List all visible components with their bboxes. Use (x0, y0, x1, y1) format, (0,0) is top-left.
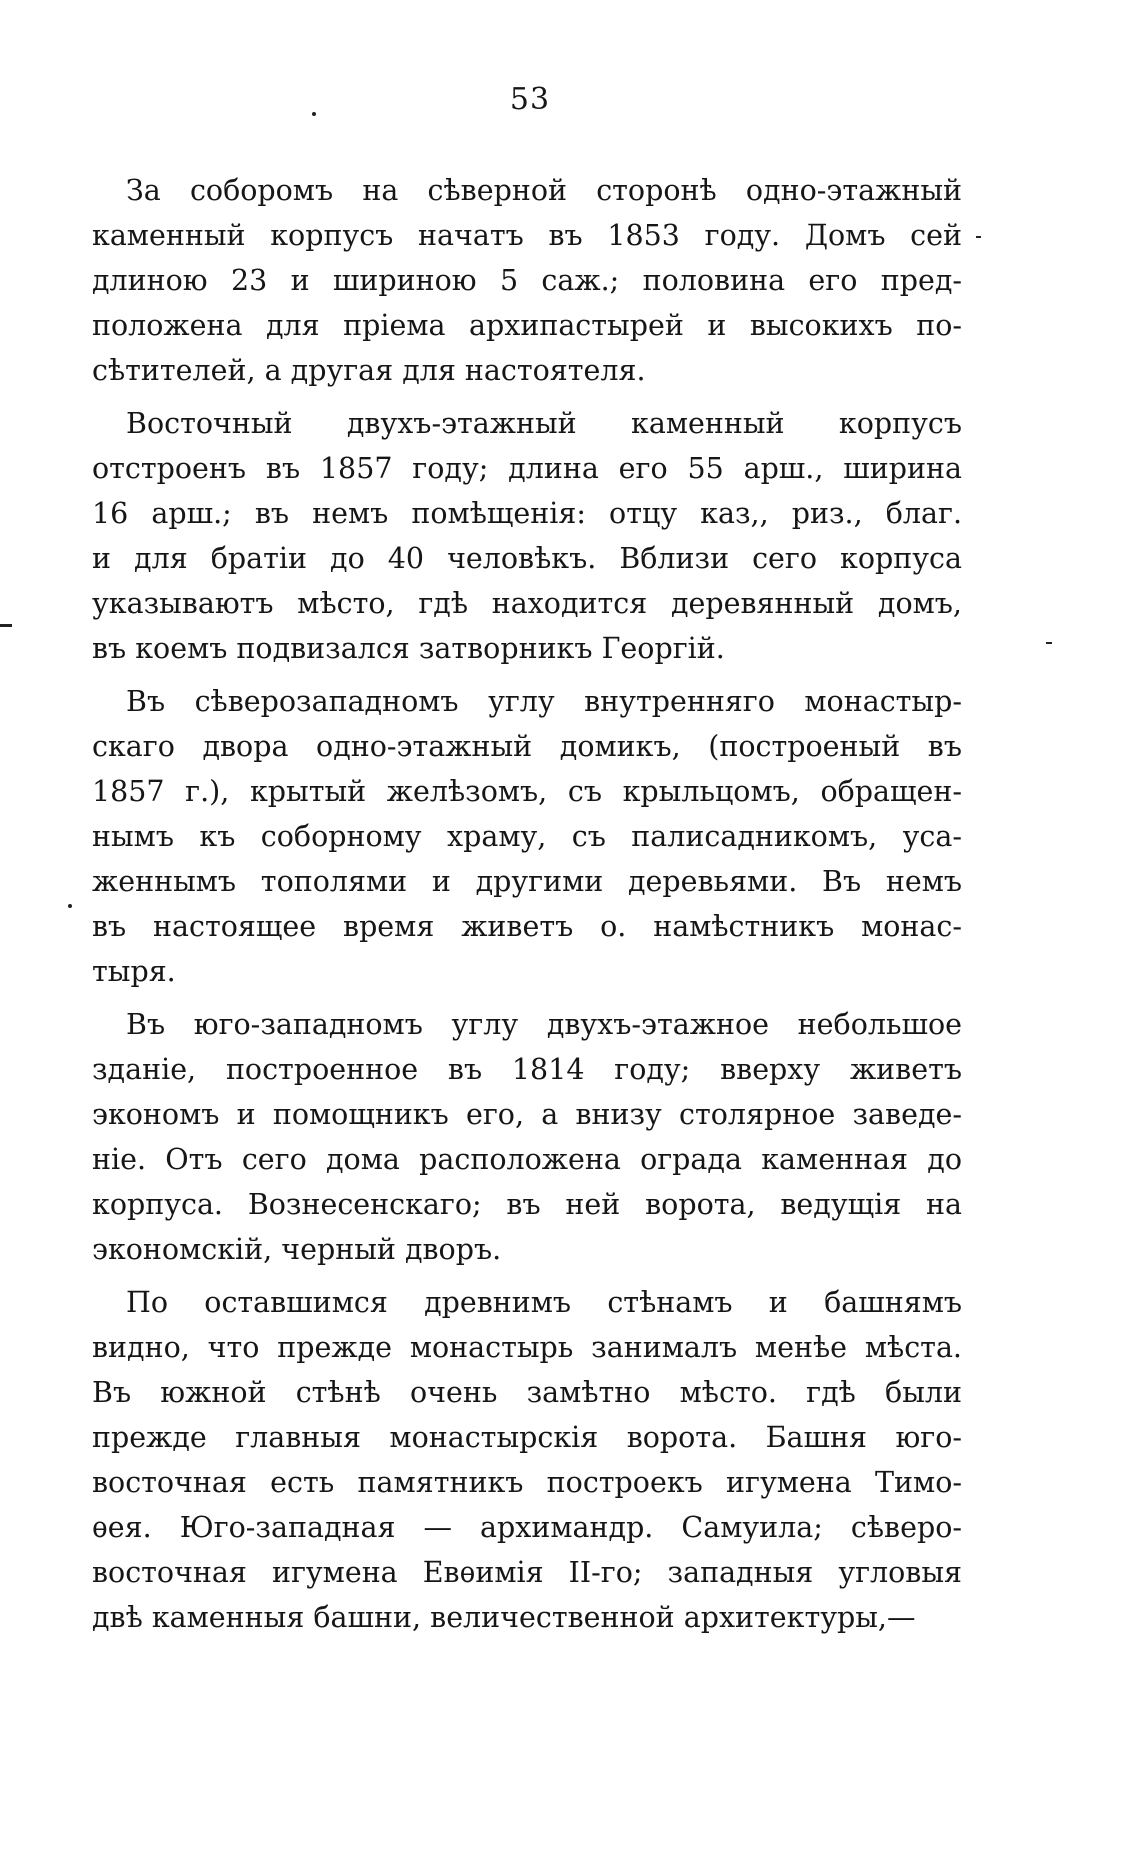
scan-speck (976, 236, 981, 238)
text-line: ніе. Отъ сего дома расположена ограда каменная до (92, 1143, 962, 1176)
text-line: Въ сѣверозападномъ углу внутренняго монастыр- (126, 685, 962, 718)
text-line: сѣтителей, а другая для настоятеля. (92, 354, 646, 387)
scan-speck (312, 112, 316, 116)
text-line: длиною 23 и шириною 5 саж.; половина его пред- (92, 264, 962, 297)
paragraph-2 (92, 401, 962, 671)
text-line: въ коемъ подвизался затворникъ Георгій. (92, 632, 725, 665)
text-line: экономъ и помощникъ его, а внизу столярное заведе- (92, 1098, 962, 1131)
text-line: восточная игумена Евѳимія II-го; западныя угловыя (92, 1556, 962, 1589)
paragraph-5 (92, 1280, 962, 1640)
text-line: видно, что прежде монастырь занималъ менѣе мѣста. (92, 1331, 962, 1364)
text-line: каменный корпусъ начатъ въ 1853 году. Домъ сей (92, 219, 962, 252)
text-line: и для братіи до 40 человѣкъ. Вблизи сего корпуса (92, 542, 962, 575)
text-line: женнымъ тополями и другими деревьями. Въ немъ (92, 865, 962, 898)
text-line: ѳея. Юго-западная — архимандр. Самуила; сѣверо- (92, 1511, 962, 1544)
text-line: зданіе, построенное въ 1814 году; вверху живетъ (92, 1053, 962, 1086)
text-line: прежде главныя монастырскія ворота. Башня юго- (92, 1421, 962, 1454)
scan-margin-mark (0, 624, 12, 627)
paragraph-4 (92, 1002, 962, 1272)
text-line: тыря. (92, 955, 176, 988)
paragraph-1 (92, 168, 962, 393)
scan-speck (68, 904, 72, 908)
text-line: Восточный двухъ-этажный каменный корпусъ (126, 407, 962, 440)
text-line: экономскій, черный дворъ. (92, 1233, 502, 1266)
text-line: 16 арш.; въ немъ помѣщенія: отцу каз,, риз., благ. (92, 497, 962, 530)
text-line: въ настоящее время живетъ о. намѣстникъ монас- (92, 910, 962, 943)
text-line: скаго двора одно-этажный домикъ, (построеный въ (92, 730, 962, 763)
scan-speck (1046, 642, 1052, 644)
text-line: За соборомъ на сѣверной сторонѣ одно-этажный (126, 174, 962, 207)
body-text (92, 168, 962, 1648)
text-line: По оставшимся древнимъ стѣнамъ и башнямъ (126, 1286, 962, 1319)
text-line: указываютъ мѣсто, гдѣ находится деревянный домъ, (92, 587, 962, 620)
text-line: Въ юго-западномъ углу двухъ-этажное небольшое (126, 1008, 962, 1041)
text-line: отстроенъ въ 1857 году; длина его 55 арш., ширина (92, 452, 962, 485)
text-line: восточная есть памятникъ построекъ игумена Тимо- (92, 1466, 962, 1499)
page-number: 53 (509, 82, 551, 117)
paragraph-3 (92, 679, 962, 994)
text-line: положена для пріема архипастырей и высокихъ по- (92, 309, 962, 342)
text-line: нымъ къ соборному храму, съ палисадникомъ, уса- (92, 820, 962, 853)
text-line: двѣ каменныя башни, величественной архитектуры,— (92, 1601, 916, 1634)
text-line: 1857 г.), крытый желѣзомъ, съ крыльцомъ, обращен- (92, 775, 962, 808)
text-line: корпуса. Вознесенскаго; въ ней ворота, ведущія на (92, 1188, 962, 1221)
text-line: Въ южной стѣнѣ очень замѣтно мѣсто. гдѣ были (92, 1376, 962, 1409)
